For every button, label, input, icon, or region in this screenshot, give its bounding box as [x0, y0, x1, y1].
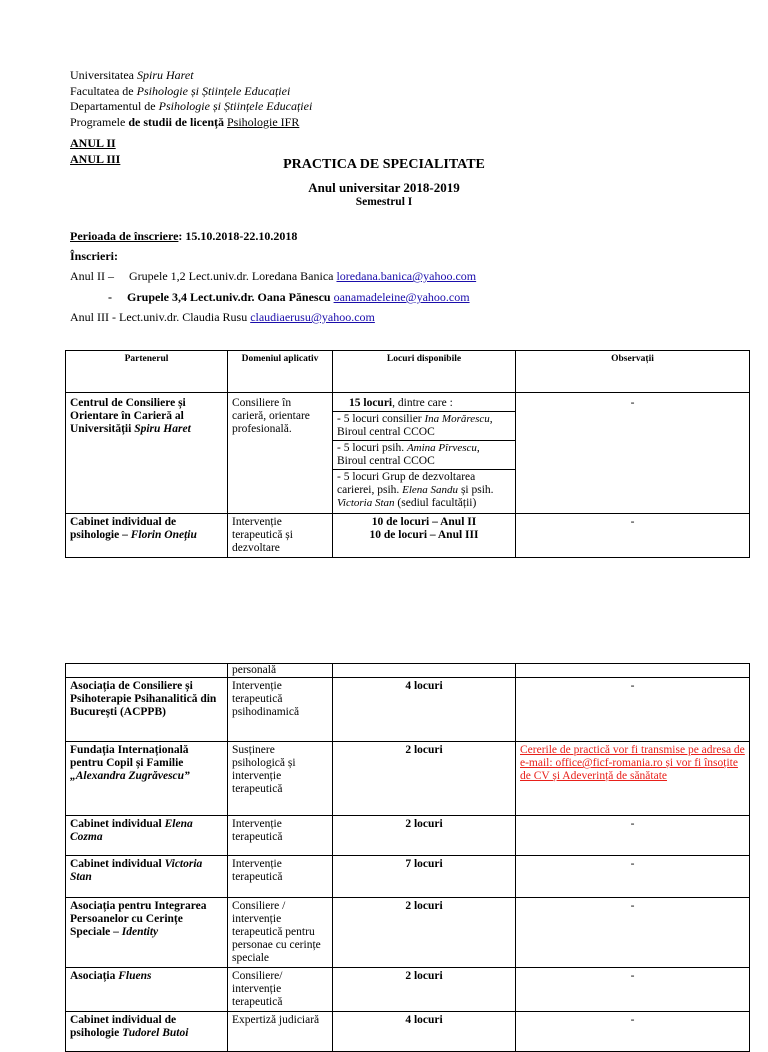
table-row: [66, 514, 750, 558]
notes-cell: -: [516, 968, 750, 1012]
places-cell: 4 locuri: [333, 678, 516, 742]
sub-3-mid: și psih.: [458, 484, 494, 496]
department-line: [70, 99, 312, 115]
places-total-bold: 15 locuri: [349, 397, 393, 409]
partner-name: Cabinet individual de psihologie: [70, 1014, 177, 1039]
partner-name: Centrul de Consiliere și Orientare în Carieră al Universității: [70, 397, 186, 435]
places-cell: 4 locuri: [333, 1012, 516, 1052]
domain-cell: Consiliere în carieră, orientare profesională.: [228, 393, 333, 514]
table-row: [66, 742, 750, 816]
notes-cell: -: [516, 898, 750, 968]
header-partner: Partenerul: [66, 351, 228, 393]
email-link-banica[interactable]: loredana.banica@yahoo.com: [336, 269, 477, 283]
partner-cell: [66, 898, 228, 968]
partners-table-1: [65, 350, 750, 558]
table-row: [66, 678, 750, 742]
places-sub-3: [333, 469, 515, 511]
sub-3-prefix: - 5 locuri Grup de dezvoltarea carierei, psih.: [337, 471, 476, 496]
sub-3-suffix: (sediul facultății): [394, 497, 477, 509]
partner-name-rest: (ACPPB): [117, 706, 166, 718]
table-row: [66, 393, 750, 514]
partner-name-italic: Victoria Stan: [70, 858, 203, 883]
email-link-ficf[interactable]: office@ficf-romania.ro: [555, 757, 663, 769]
domain-cell: Expertiză judiciară: [228, 1012, 333, 1052]
header-domain: Domeniul aplicativ: [228, 351, 333, 393]
partner-name-italic: Spiru Haret: [134, 423, 191, 435]
table-row: [66, 816, 750, 856]
partner-cell: [66, 393, 228, 514]
university-name: Spiru Haret: [136, 68, 194, 82]
sub-2-name: Amina Pîrvescu: [406, 442, 477, 454]
partner-cell: [66, 968, 228, 1012]
domain-cell: Consiliere/ intervenție terapeutică: [228, 968, 333, 1012]
places-cell: 2 locuri: [333, 898, 516, 968]
domain-cell: Intervenție terapeutică și dezvoltare: [228, 514, 333, 558]
notes-cell: [516, 664, 750, 678]
enrollment-line-2-text: - Grupele 3,4 Lect.univ.dr. Oana Pănescu: [108, 290, 334, 304]
notes-cell: -: [516, 856, 750, 898]
email-link-panescu[interactable]: oanamadeleine@yahoo.com: [333, 290, 470, 304]
notes-text-rest: și vor fi însoțite de CV și Adeverință de sănătate: [520, 757, 738, 782]
enrollment-line-3-text: Anul III - Lect.univ.dr. Claudia Rusu: [70, 310, 251, 324]
partner-name: Asociația: [70, 970, 119, 982]
partner-name: Cabinet individual: [70, 858, 165, 870]
programs-name: Psihologie IFR: [226, 114, 300, 129]
places-cell: 7 locuri: [333, 856, 516, 898]
sub-1-name: Ina Morărescu: [424, 413, 490, 425]
enrollment-period-label: Perioada de înscriere: [70, 229, 179, 243]
sub-3-name-2: Victoria Stan: [337, 497, 395, 509]
department-name: Psihologie și Științele Educației: [158, 99, 313, 113]
enrollment-heading: Înscrieri:: [70, 249, 118, 263]
header-places: Locuri disponibile: [333, 351, 516, 393]
partner-cell: [66, 514, 228, 558]
places-sub-1: [333, 411, 515, 440]
places-total-rest: , dintre care :: [392, 397, 453, 409]
notes-text: Cererile de practică vor fi transmise pe adresa de e-mail:: [520, 744, 745, 769]
places-year-two: 10 de locuri – Anul II: [371, 516, 477, 528]
faculty-line: [70, 84, 312, 100]
email-link-rusu[interactable]: claudiaerusu@yahoo.com: [250, 310, 375, 324]
table-row: [66, 1012, 750, 1052]
partner-cell: [66, 1012, 228, 1052]
partner-name: Cabinet individual: [70, 818, 165, 830]
sub-3-name-1: Elena Sandu: [402, 484, 459, 496]
document-title: PRACTICA DE SPECIALITATE: [283, 157, 485, 172]
year-two-label: ANUL II: [70, 136, 116, 150]
partner-name: Fundația Internațională pentru Copil și Familie: [70, 744, 189, 769]
places-cell: 2 locuri: [333, 742, 516, 816]
sub-2-suffix: , Biroul central CCOC: [337, 442, 480, 467]
programs-prefix: Programele: [70, 114, 129, 129]
header-notes: Observații: [516, 351, 750, 393]
sub-1-prefix: - 5 locuri consilier: [337, 413, 425, 425]
enrollment-period: [70, 229, 297, 244]
notes-cell: -: [516, 678, 750, 742]
table-row: [66, 968, 750, 1012]
programs-line: [70, 115, 312, 131]
places-year-three: 10 de locuri – Anul III: [369, 529, 479, 541]
partner-name: Cabinet individual de psihologie –: [70, 516, 177, 541]
notes-cell: -: [516, 393, 750, 514]
partner-name-italic: „Alexandra Zugrăvescu”: [70, 770, 190, 782]
domain-cell: Consiliere / intervenție terapeutică pentru personae cu cerințe speciale: [228, 898, 333, 968]
notes-cell: -: [516, 514, 750, 558]
domain-cell: Intervenție terapeutică psihodinamică: [228, 678, 333, 742]
partner-cell: [66, 856, 228, 898]
partner-cell: [66, 678, 228, 742]
partners-table-2: [65, 663, 750, 1052]
places-cell: [333, 514, 516, 558]
places-cell: [333, 393, 516, 514]
enrollment-line-2: [108, 290, 470, 305]
enrollment-period-value: : 15.10.2018-22.10.2018: [178, 229, 298, 243]
partner-name-italic: Tudorel Butoi: [122, 1027, 189, 1039]
partner-name-italic: Elena Cozma: [70, 818, 193, 843]
programs-bold: de studii de licență: [128, 114, 224, 129]
table-header-row: [66, 351, 750, 393]
places-cell: 2 locuri: [333, 816, 516, 856]
partner-name-italic: Florin Onețiu: [130, 529, 197, 541]
partner-cell: [66, 816, 228, 856]
university-line: [70, 68, 312, 84]
domain-cell: personală: [228, 664, 333, 678]
sub-1-suffix: , Biroul central CCOC: [337, 413, 493, 438]
year-three-label: ANUL III: [70, 151, 121, 166]
faculty-prefix: Facultatea de: [70, 83, 137, 98]
domain-cell: Intervenție terapeutică: [228, 856, 333, 898]
table-row: [66, 856, 750, 898]
document-header: [70, 68, 312, 167]
places-cell: 2 locuri: [333, 968, 516, 1012]
table-row-continuation: [66, 664, 750, 678]
partner-name-italic: Fluens: [118, 970, 152, 982]
partner-name-italic: Identity: [121, 926, 159, 938]
partner-name: Asociația pentru Integrarea Persoanelor cu Cerințe Speciale –: [70, 900, 207, 938]
partner-cell: [66, 742, 228, 816]
enrollment-line-1: [70, 269, 476, 284]
places-sub-2: [333, 440, 515, 469]
semester: Semestrul I: [355, 196, 413, 208]
enrollment-line-1-text: Anul II – Grupele 1,2 Lect.univ.dr. Loredana Banica: [70, 269, 337, 283]
notes-cell: [516, 742, 750, 816]
university-prefix: Universitatea: [70, 68, 137, 82]
notes-cell: -: [516, 816, 750, 856]
partner-name: Asociația de Consiliere și Psihoterapie Psihanalitică din București: [70, 680, 217, 718]
faculty-name: Psihologie și Științele Educației: [136, 83, 291, 98]
places-total: [333, 397, 515, 411]
table-row: [66, 898, 750, 968]
partner-cell: [66, 664, 228, 678]
enrollment-line-3: [70, 310, 375, 325]
domain-cell: Susținere psihologică și intervenție terapeutică: [228, 742, 333, 816]
places-cell: [333, 664, 516, 678]
sub-2-prefix: - 5 locuri psih.: [337, 442, 407, 454]
domain-cell: Intervenție terapeutică: [228, 816, 333, 856]
notes-cell: -: [516, 1012, 750, 1052]
department-prefix: Departamentul de: [70, 99, 159, 113]
academic-year: Anul universitar 2018-2019: [308, 180, 460, 195]
